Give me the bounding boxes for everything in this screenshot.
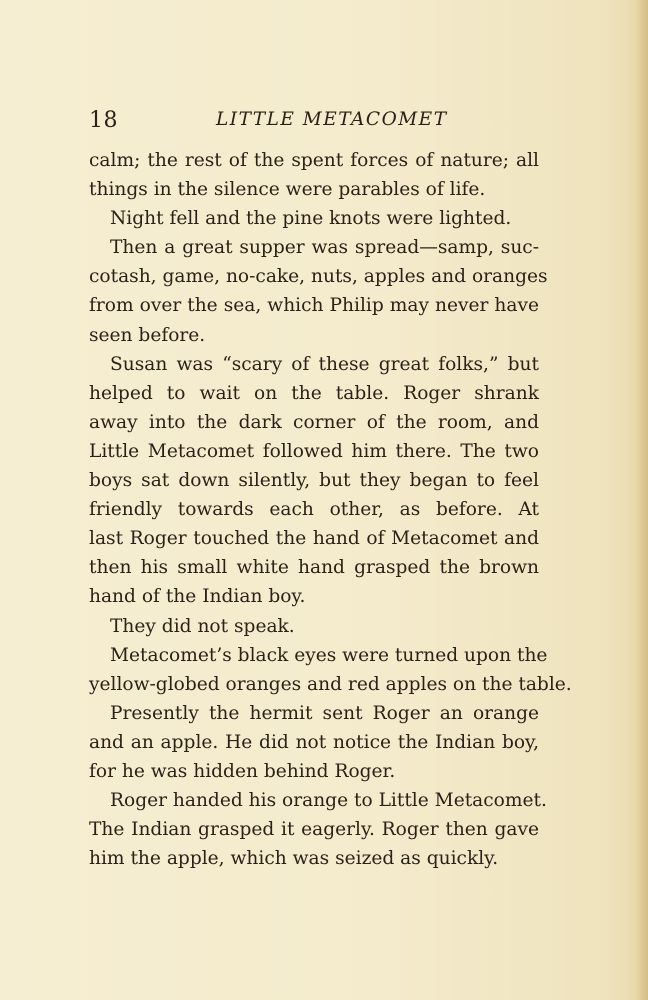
text-line: helped to wait on the table. Roger shrank [89,382,539,404]
text-line: Then a great supper was spread—samp, suc- [110,237,539,259]
text-line: things in the silence were parables of life. [89,179,486,201]
text-line: away into the dark corner of the room, and [89,411,539,433]
text-line: Metacomet’s black eyes were turned upon the [110,644,548,666]
text-line: Presently the hermit sent Roger an orange [110,702,539,724]
text-line: friendly towards each other, as before. At [89,499,539,521]
text-line: him the apple, which was seized as quickly. [89,848,499,870]
text-line: then his small white hand grasped the brown [89,557,539,579]
text-line: boys sat down silently, but they began to feel [89,470,539,492]
page-header [89,108,539,138]
text-line: and an apple. He did not notice the Indian boy, [89,731,539,753]
text-line: Little Metacomet followed him there. The two [89,440,539,462]
body-text [89,146,572,873]
text-line: cotash, game, no-cake, nuts, apples and oranges [89,266,548,288]
text-line: yellow-globed oranges and red apples on the table. [89,673,572,695]
text-line: from over the sea, which Philip may never have [89,295,539,317]
text-line: calm; the rest of the spent forces of nature; all [89,150,539,171]
text-line: Roger handed his orange to Little Metacomet. [110,790,547,812]
page-edge-shadow [634,0,648,1000]
text-line: seen before. [89,324,206,346]
text-line: Susan was “scary of these great folks,” but [110,353,539,375]
text-line: last Roger touched the hand of Metacomet and [89,528,539,550]
text-line: for he was hidden behind Roger. [89,760,396,782]
text-line: They did not speak. [110,615,295,637]
text-line: hand of the Indian boy. [89,586,306,608]
running-title: LITTLE METACOMET [216,109,448,130]
text-line: Night fell and the pine knots were lighted. [110,208,512,230]
page-number: 18 [89,108,118,133]
text-line: The Indian grasped it eagerly. Roger then gave [89,819,539,841]
